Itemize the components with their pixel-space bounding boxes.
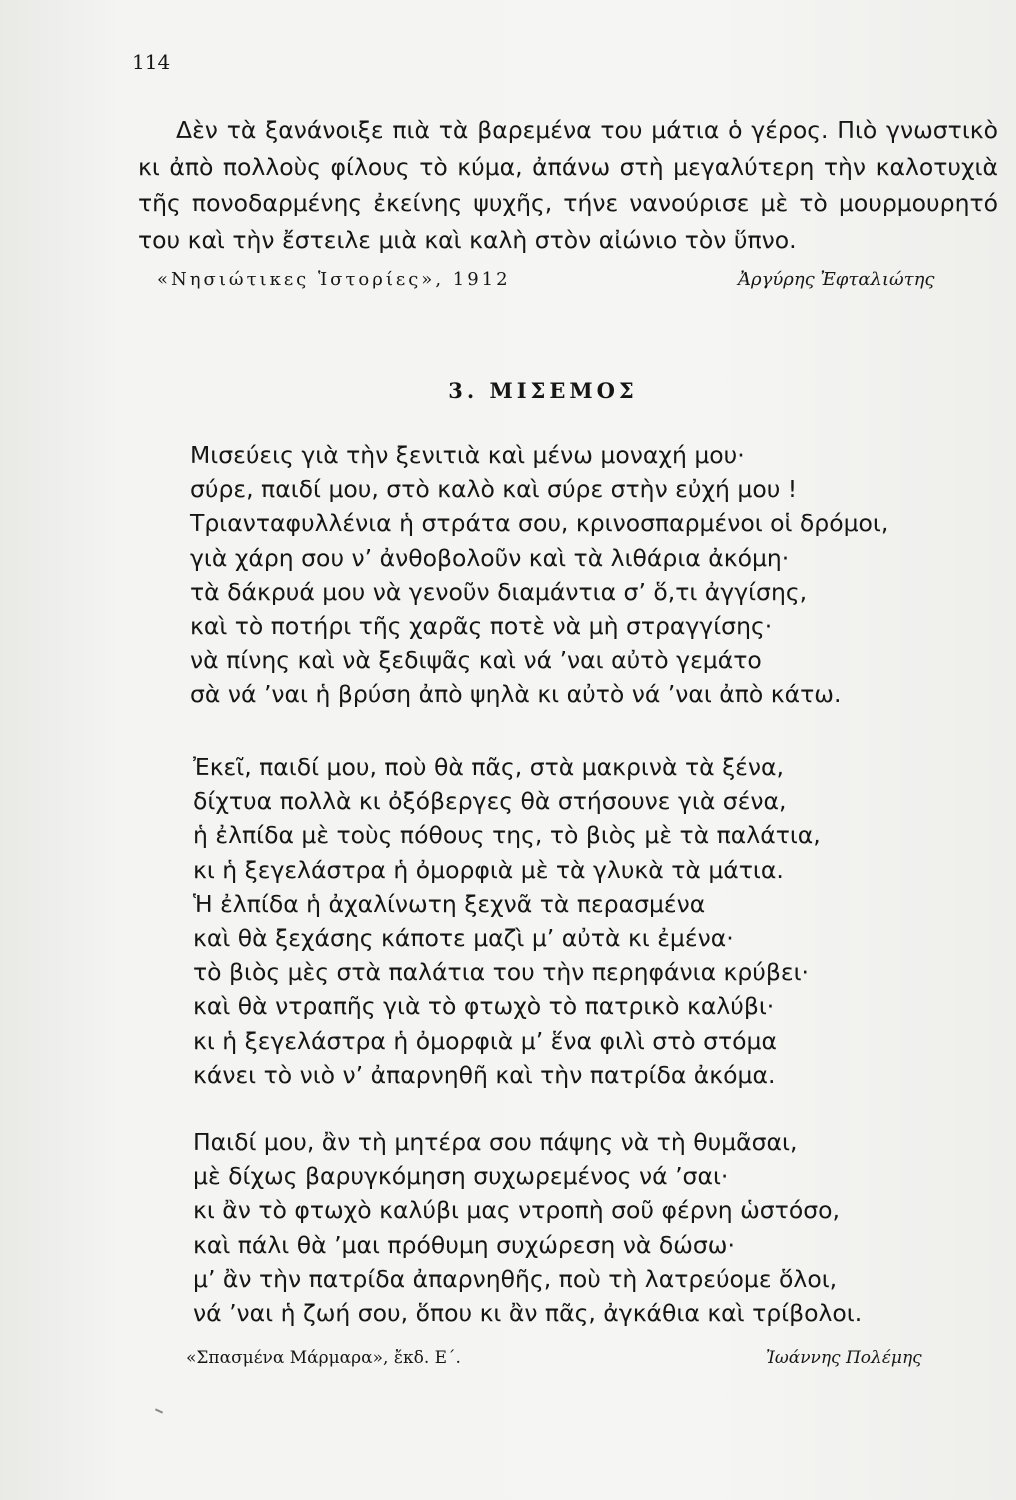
poem-line: τὸ βιὸς μὲς στὰ παλάτια του τὴν περηφάνια κρύβει· <box>193 958 810 987</box>
poem-stanza-2 <box>193 750 821 1092</box>
citation-author: Ἀργύρης Ἐφταλιώτης <box>738 269 935 290</box>
poem-line: νὰ πίνης καὶ νὰ ξεδιψᾶς καὶ νά ’ναι αὐτὸ γεμάτο <box>190 646 762 675</box>
poem-title: 3. ΜΙΣΕΜΟΣ <box>448 378 638 403</box>
poem-line: Τριανταφυλλένια ἡ στράτα σου, κρινοσπαρμένοι οἱ δρόμοι, <box>190 509 889 538</box>
poem-line: καὶ θὰ ξεχάσης κάποτε μαζὶ μ’ αὐτὰ κι ἐμένα· <box>193 924 734 953</box>
poem-line: μ’ ἂν τὴν πατρίδα ἀπαρνηθῆς, ποὺ τὴ λατρεύομε ὅλοι, <box>193 1264 838 1293</box>
poem-line: σύρε, παιδί μου, στὸ καλὸ καὶ σύρε στὴν εὐχή μου ! <box>190 475 798 504</box>
poem-line: κι ἂν τὸ φτωχὸ καλύβι μας ντροπὴ σοῦ φέρνη ὡστόσο, <box>193 1196 840 1225</box>
poem-line: κι ἡ ξεγελάστρα ἡ ὀμορφιὰ μὲ τὰ γλυκὰ τὰ μάτια. <box>193 855 784 884</box>
poem-line: Ἡ ἐλπίδα ἡ ἀχαλίνωτη ξεχνᾶ τὰ περασμένα <box>193 889 706 918</box>
poem-citation-source: «Σπασμένα Μάρμαρα», ἔκδ. Ε΄. <box>186 1348 461 1368</box>
poem-line: καὶ τὸ ποτήρι τῆς χαρᾶς ποτὲ νὰ μὴ στραγγίσης· <box>190 612 773 641</box>
poem-line: γιὰ χάρη σου ν’ ἀνθοβολοῦν καὶ τὰ λιθάρια ἀκόμη· <box>190 543 790 572</box>
poem-line: καὶ πάλι θὰ ’μαι πρόθυμη συχώρεση νὰ δώσω· <box>193 1230 735 1259</box>
poem-line: Παιδί μου, ἂν τὴ μητέρα σου πάψης νὰ τὴ θυμᾶσαι, <box>193 1128 798 1156</box>
poem-line: νά ’ναι ἡ ζωή σου, ὅπου κι ἂν πᾶς, ἀγκάθια καὶ τρίβολοι. <box>193 1299 863 1328</box>
poem-line: σὰ νά ’ναι ἡ βρύση ἀπὸ ψηλὰ κι αὐτὸ νά ’ναι ἀπὸ κάτω. <box>190 680 842 709</box>
poem-citation-author: Ἰωάννης Πολέμης <box>766 1348 922 1368</box>
page-number: 114 <box>132 50 171 74</box>
poem-line: μὲ δίχως βαρυγκόμηση συχωρεμένος νά ’σαι· <box>193 1162 729 1191</box>
margin-mark <box>155 1408 163 1413</box>
poem-stanza-3 <box>193 1125 862 1330</box>
poem-line: δίχτυα πολλὰ κι ὀξόβεργες θὰ στήσουνε γιὰ σένα, <box>193 787 787 816</box>
poem-line: κι ἡ ξεγελάστρα ἡ ὀμορφιὰ μ’ ἕνα φιλὶ στὸ στόμα <box>193 1026 777 1055</box>
poem-line: Ἐκεῖ, παιδί μου, ποὺ θὰ πᾶς, στὰ μακρινὰ τὰ ξένα, <box>193 753 784 781</box>
prose-paragraph <box>138 112 998 258</box>
poem-line: ἡ ἐλπίδα μὲ τοὺς πόθους της, τὸ βιὸς μὲ τὰ παλάτια, <box>193 821 821 850</box>
poem-line: τὰ δάκρυά μου νὰ γενοῦν διαμάντια σ’ ὅ,τι ἀγγίσης, <box>190 577 808 606</box>
poem-line: καὶ θὰ ντραπῆς γιὰ τὸ φτωχὸ τὸ πατρικὸ καλύβι· <box>193 992 775 1021</box>
poem-line: Μισεύεις γιὰ τὴν ξενιτιὰ καὶ μένω μοναχή μου· <box>190 441 745 469</box>
citation-source: «Νησιώτικες Ἱστορίες», 1912 <box>157 269 511 290</box>
poem-stanza-1 <box>190 438 888 712</box>
poem-line: κάνει τὸ νιὸ ν’ ἀπαρνηθῆ καὶ τὴν πατρίδα ἀκόμα. <box>193 1060 776 1089</box>
prose-text: Δὲν τὰ ξανάνοιξε πιὰ τὰ βαρεμένα του μάτια ὁ γέρος. Πιὸ γνωστικὸ κι ἀπὸ πολλοὺς φίλους τὸ κύμα, ἀπάνω στὴ μεγαλύτερη τὴν καλοτυχιὰ τῆς πονοδαρμένης ἐκείνης ψυχῆς, τήνε νανούρισε μὲ τὸ μουρμουρητό του καὶ τὴν ἔστειλε μιὰ καὶ καλὴ στὸν αἰώνιο τὸν ὕπνο. <box>138 116 998 254</box>
